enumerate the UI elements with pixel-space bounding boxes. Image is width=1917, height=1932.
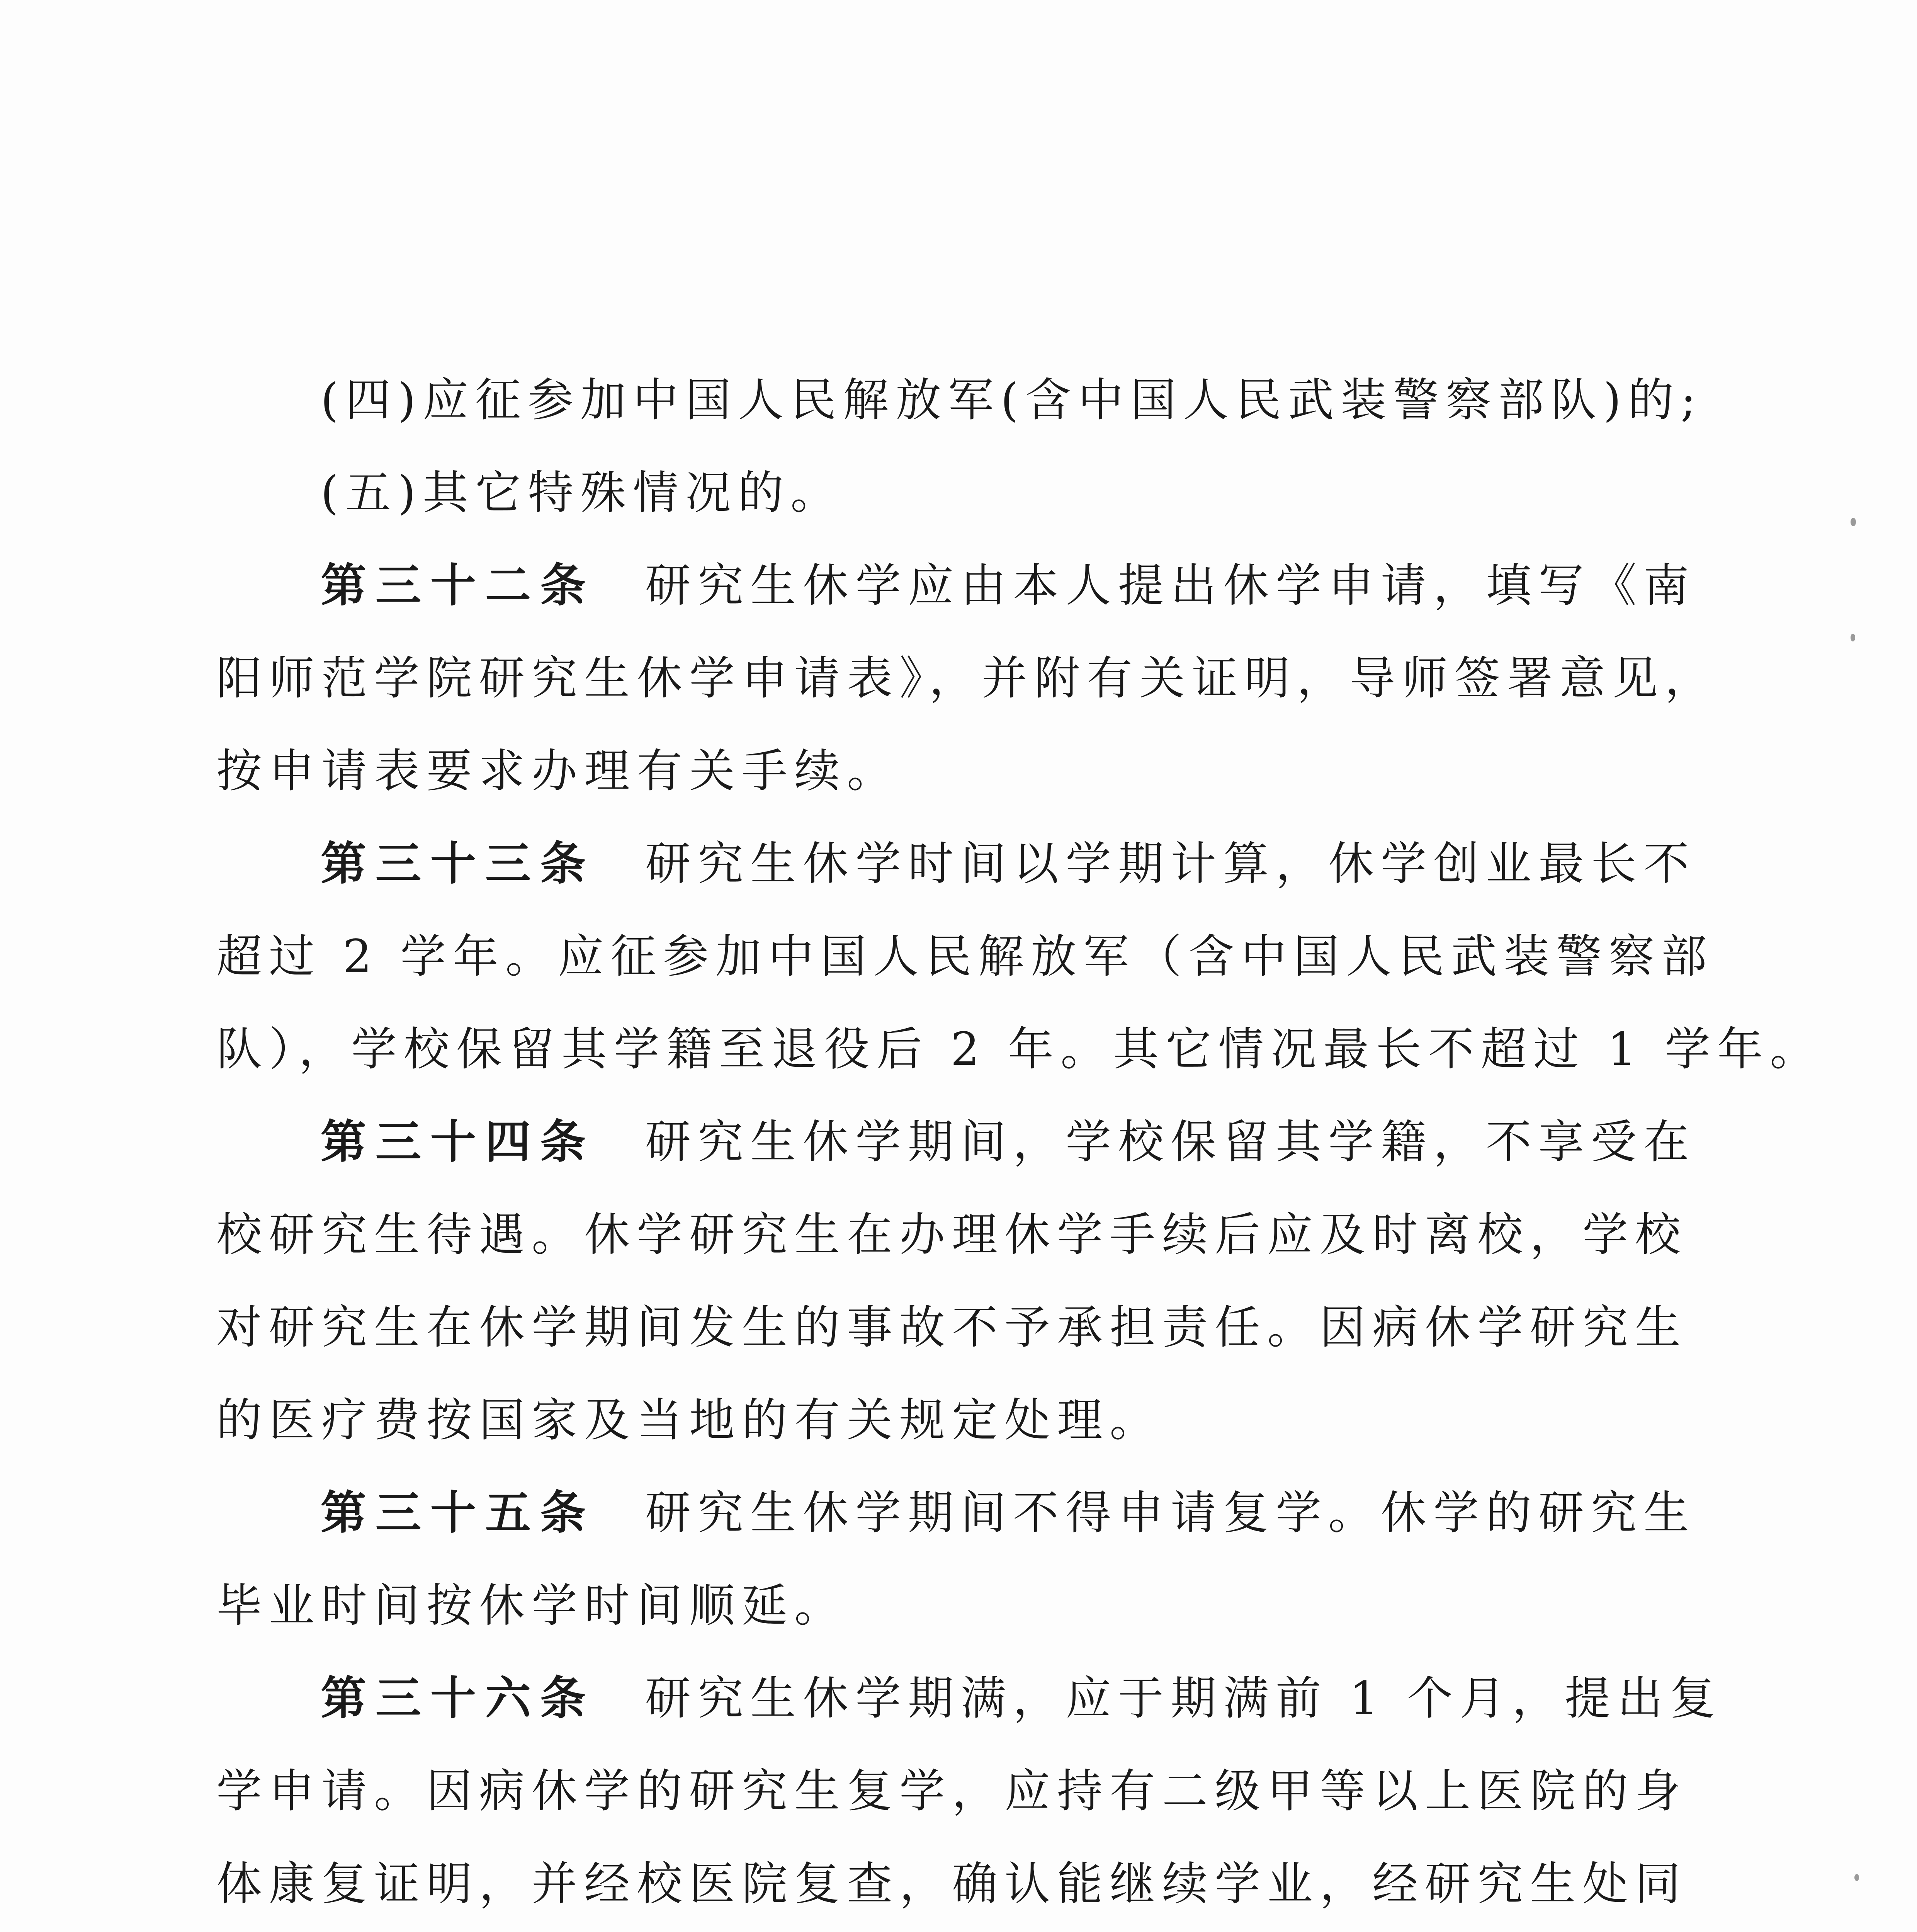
- article-34-title: 第三十四条: [321, 1115, 595, 1168]
- list-item-4-text: (四)应征参加中国人民解放军(含中国人民武装警察部队)的;: [321, 373, 1703, 427]
- article-34-line-2-text: 校研究生待遇。休学研究生在办理休学手续后应及时离校，学校: [216, 1208, 1688, 1261]
- scan-speck: [1851, 518, 1856, 526]
- article-36-line-3-text: 体康复证明，并经校医院复查，确认能继续学业，经研究生处同: [216, 1857, 1688, 1910]
- article-36-first-line: [321, 1662, 1722, 1727]
- article-33-line-2-text: 超过 2 学年。应征参加中国人民解放军（含中国人民武装警察部: [216, 930, 1714, 983]
- article-33-line-3-text: 队），学校保留其学籍至退役后 2 年。其它情况最长不超过 1 学年。: [216, 1022, 1823, 1076]
- article-34-first-line: [321, 1105, 1696, 1171]
- article-32-line-2-text: 阳师范学院研究生休学申请表》，并附有关证明，导师签署意见，: [216, 651, 1718, 705]
- article-36-text: 研究生休学期满，应于期满前 1 个月，提出复: [645, 1672, 1723, 1725]
- article-33-text: 研究生休学时间以学期计算，休学创业最长不: [645, 837, 1696, 890]
- article-33-line-2: [216, 920, 1714, 985]
- list-item-5-text: (五)其它特殊情况的。: [321, 466, 843, 519]
- article-36-title: 第三十六条: [321, 1671, 595, 1725]
- article-33-title: 第三十三条: [321, 837, 595, 890]
- article-32-text: 研究生休学应由本人提出休学申请，填写《南: [645, 559, 1696, 612]
- article-34-line-3-text: 对研究生在休学期间发生的事故不予承担责任。因病休学研究生: [216, 1301, 1688, 1354]
- scan-speck: [1854, 1874, 1859, 1881]
- article-32-first-line: [321, 549, 1696, 614]
- article-34-line-3: [216, 1291, 1688, 1356]
- list-item-4: [321, 363, 1703, 429]
- article-33-line-3: [216, 1012, 1822, 1078]
- article-33-first-line: [321, 827, 1696, 893]
- article-35-line-2: [216, 1569, 847, 1634]
- article-34-line-2: [216, 1198, 1688, 1264]
- article-35-line-2-text: 毕业时间按休学时间顺延。: [216, 1579, 847, 1632]
- article-36-line-2: [216, 1754, 1688, 1820]
- article-32-title: 第三十二条: [321, 558, 595, 612]
- list-item-5: [321, 456, 843, 522]
- article-34-line-4: [216, 1383, 1162, 1449]
- article-35-first-line: [321, 1476, 1696, 1542]
- article-34-text: 研究生休学期间，学校保留其学籍，不享受在: [645, 1115, 1696, 1168]
- article-35-title: 第三十五条: [321, 1486, 595, 1539]
- article-34-line-4-text: 的医疗费按国家及当地的有关规定处理。: [216, 1393, 1162, 1447]
- article-32-line-3-text: 按申请表要求办理有关手续。: [216, 744, 900, 798]
- article-35-text: 研究生休学期间不得申请复学。休学的研究生: [645, 1486, 1696, 1539]
- article-36-line-3: [216, 1847, 1688, 1913]
- article-36-line-2-text: 学申请。因病休学的研究生复学，应持有二级甲等以上医院的身: [216, 1764, 1688, 1818]
- scan-speck: [1851, 634, 1855, 641]
- article-32-line-3: [216, 734, 899, 800]
- article-32-line-2: [216, 641, 1717, 707]
